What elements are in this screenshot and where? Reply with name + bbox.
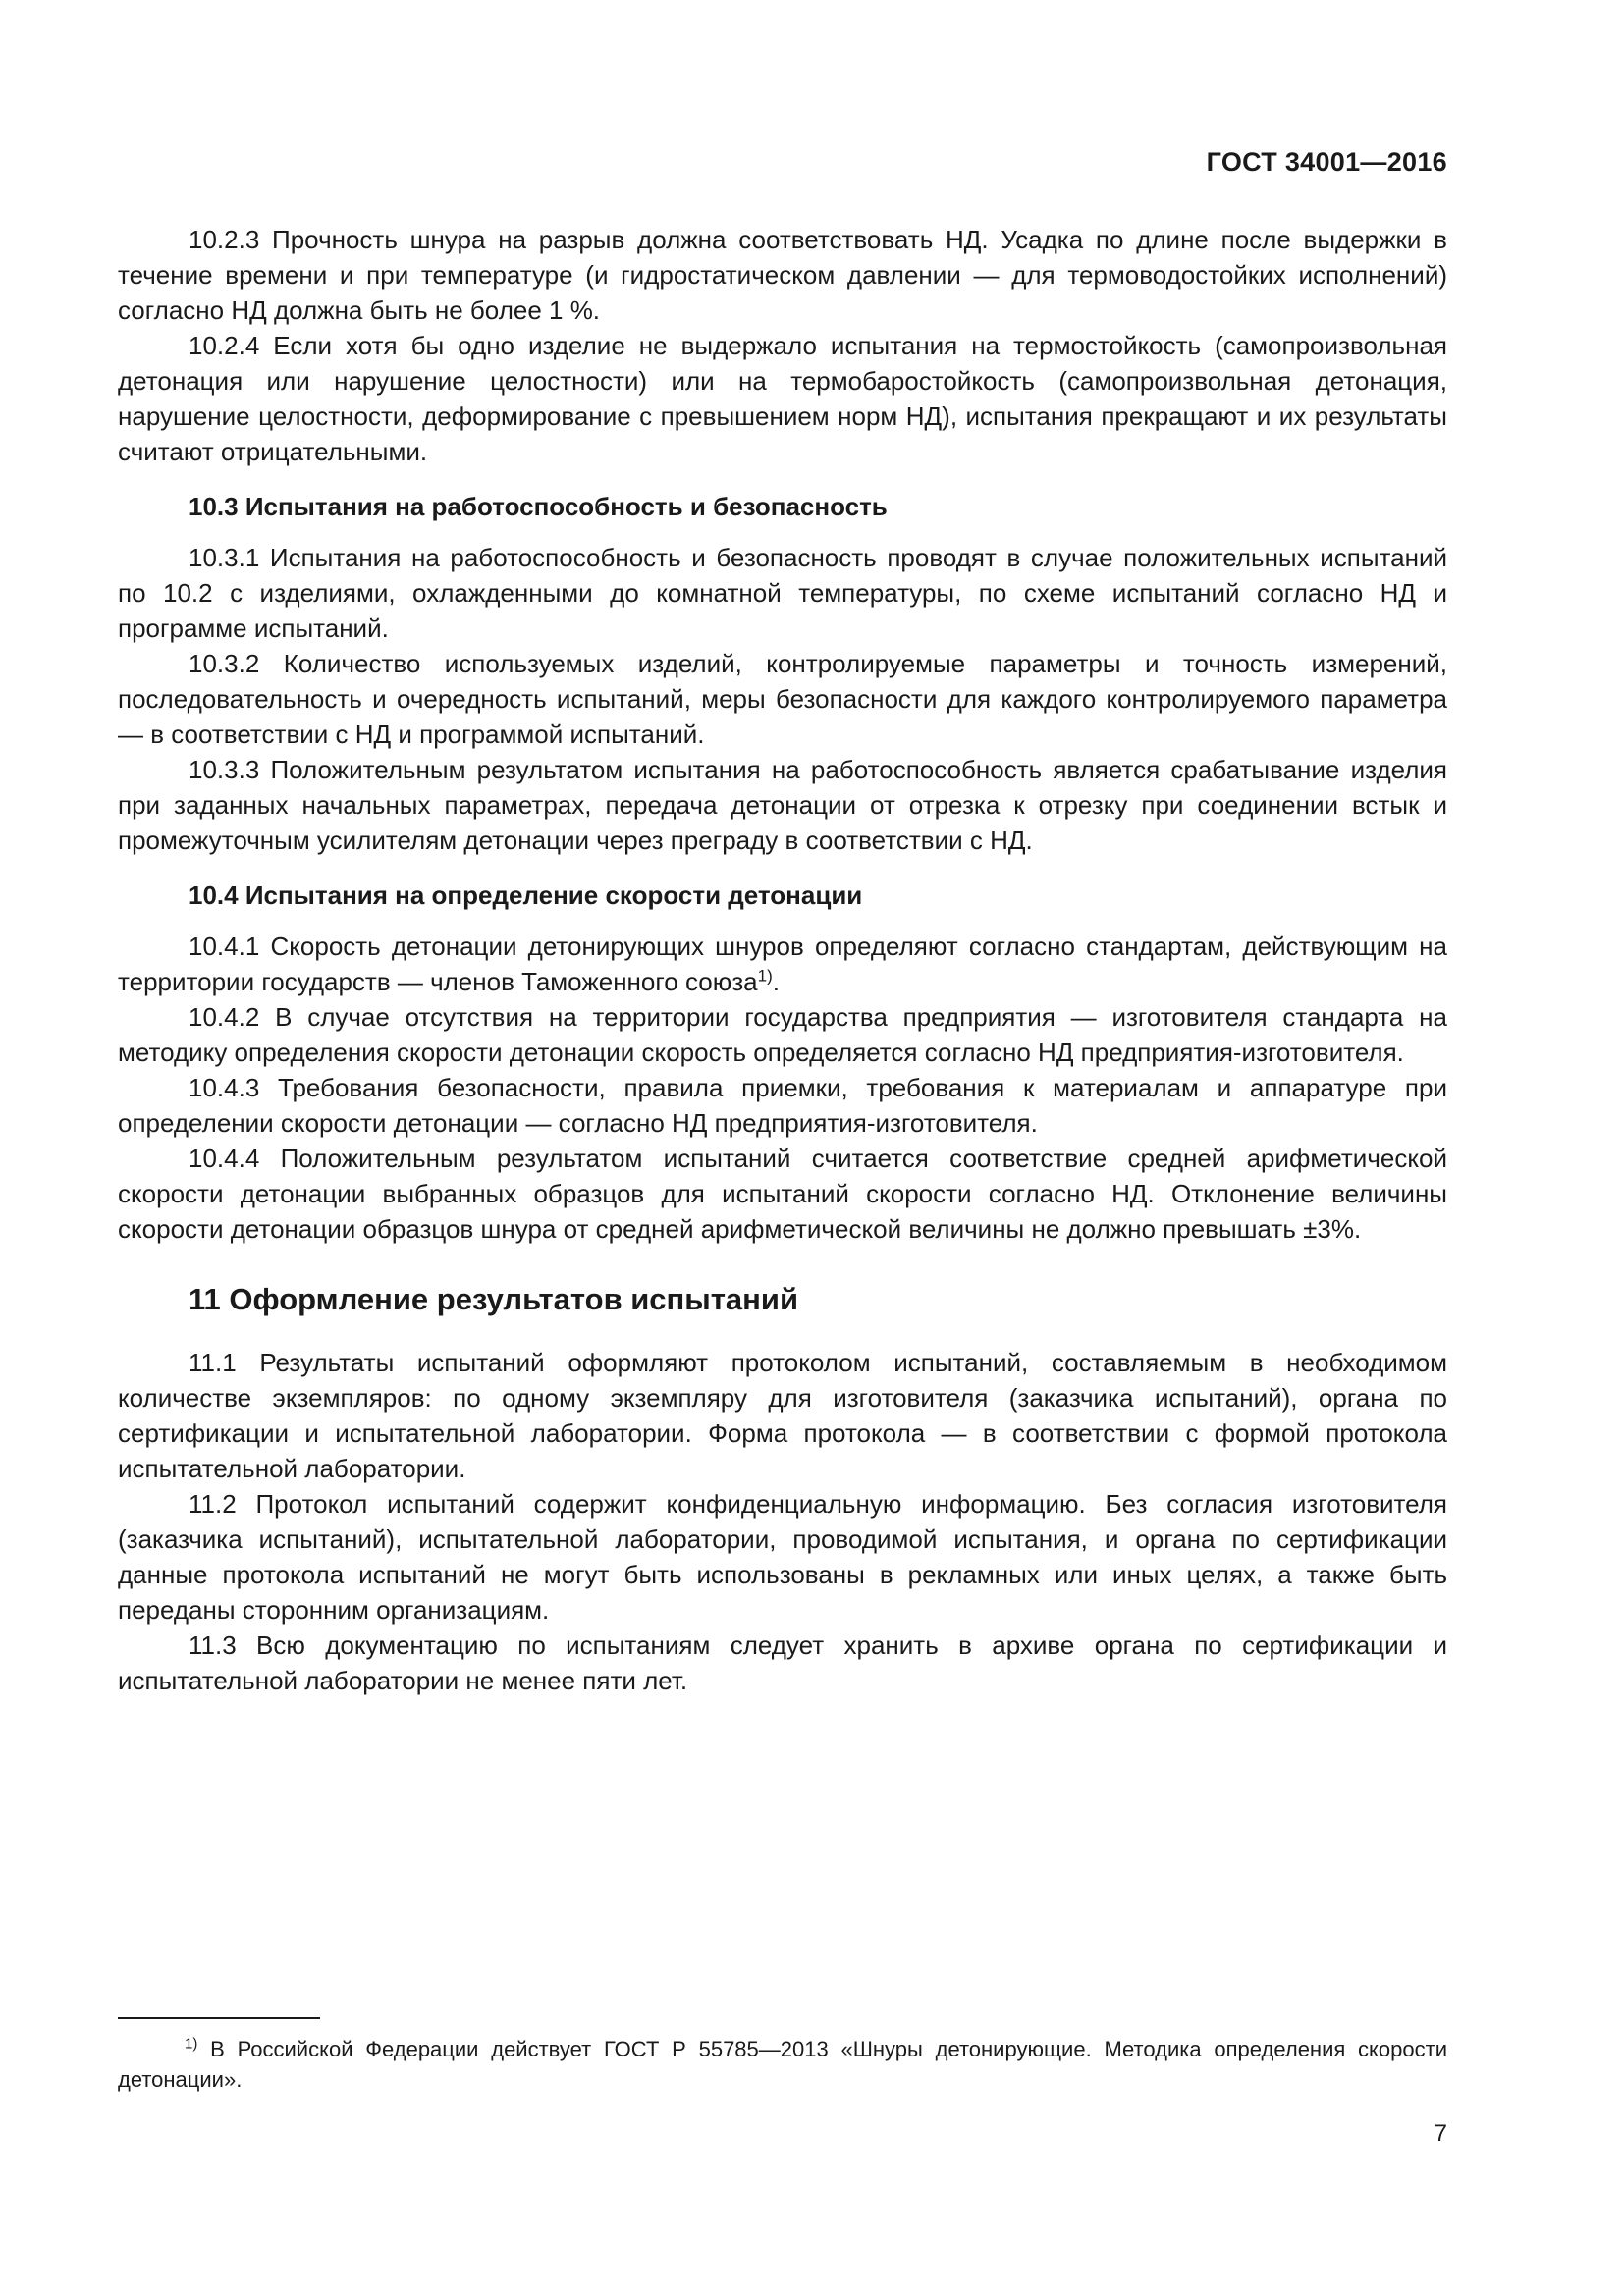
page-number: 7 [1434, 2120, 1447, 2147]
paragraph-10-3-3: 10.3.3 Положительным результатом испытания на работоспособность является срабатывание изделия при заданных начальных параметрах, передача детонации от отрезка к отрезку при соединении встык и промежуточным усилителям детонации через преграду в соответствии с НД. [118, 755, 1447, 855]
paragraph-10-3-1: 10.3.1 Испытания на работоспособность и безопасность проводят в случае положительных испытаний по 10.2 с изделиями, охлажденными до комнатной температуры, по схеме испытаний согласно НД и программе испытаний. [118, 543, 1447, 643]
footnote-marker: 1) [185, 2035, 198, 2053]
paragraph-11-1: 11.1 Результаты испытаний оформляют протоколом испытаний, составляемым в необходимом количестве экземпляров: по одному экземпляру для изготовителя (заказчика испытаний), органа по сертификации и испытательной лаборатории. Форма протокола — в соответствии с формой протокола испытательной лаборатории. [118, 1348, 1447, 1483]
paragraph-10-4-1-end: . [772, 967, 780, 996]
paragraph-10-3-2: 10.3.2 Количество используемых изделий, контролируемые параметры и точность измерений, последовательность и очередность испытаний, меры безопасности для каждого контролируемого параметра — в соответствии с НД и программой испытаний. [118, 649, 1447, 749]
paragraph-10-4-3: 10.4.3 Требования безопасности, правила приемки, требования к материалам и аппаратуре при определении скорости детонации — согласно НД предприятия-изготовителя. [118, 1073, 1447, 1138]
footnote-text: В Российской Федерации действует ГОСТ Р 55785—2013 «Шнуры детонирующие. Методика определения скорости детонации». [118, 2037, 1447, 2092]
paragraph-11-2: 11.2 Протокол испытаний содержит конфиденциальную информацию. Без согласия изготовителя (заказчика испытаний), испытательной лаборатории, проводимой испытания, и органа по сертификации данные протокола испытаний не могут быть использованы в рекламных или иных целях, а также быть переданы сторонним организациям. [118, 1489, 1447, 1625]
paragraph-10-4-1 [118, 929, 1447, 999]
paragraph-10-2-3: 10.2.3 Прочность шнура на разрыв должна соответствовать НД. Усадка по длине после выдержки в течение времени и при температуре (и гидростатическом давлении — для термоводостойких исполнений) согласно НД должна быть не более 1 %. [118, 225, 1447, 325]
document-body [118, 222, 1447, 1698]
paragraph-10-2-4: 10.2.4 Если хотя бы одно изделие не выдержало испытания на термостойкость (самопроизвольная детонация или нарушение целостности) или на термобаростойкость (самопроизвольная детонация, нарушение целостности, деформирование с превышением норм НД), испытания прекращают и их результаты считают отрицательными. [118, 331, 1447, 466]
paragraph-10-4-1-text: 10.4.1 Скорость детонации детонирующих шнуров определяют согласно стандартам, действующим на территории государств — членов Таможенного союза [118, 932, 1447, 996]
paragraph-10-4-4: 10.4.4 Положительным результатом испытаний считается соответствие средней арифметической скорости детонации выбранных образцов для испытаний скорости согласно НД. Отклонение величины скорости детонации образцов шнура от средней арифметической величины не должно превышать ±3%. [118, 1144, 1447, 1244]
section-heading-11: 11 Оформление результатов испытаний [189, 1282, 798, 1316]
subsection-heading-10-4: 10.4 Испытания на определение скорости детонации [189, 881, 863, 910]
paragraph-11-3: 11.3 Всю документацию по испытаниям следует хранить в архиве органа по сертификации и испытательной лаборатории не менее пяти лет. [118, 1630, 1447, 1695]
footnote-reference[interactable]: 1) [757, 966, 773, 986]
standard-designation: ГОСТ 34001—2016 [1206, 147, 1447, 177]
paragraph-10-4-2: 10.4.2 В случае отсутствия на территории государства предприятия — изготовителя стандарта на методику определения скорости детонации скорость определяется согласно НД предприятия-изготовителя. [118, 1002, 1447, 1067]
footnote [118, 2034, 1447, 2095]
subsection-heading-10-3: 10.3 Испытания на работоспособность и безопасность [189, 492, 888, 521]
footnote-divider [118, 2017, 320, 2019]
